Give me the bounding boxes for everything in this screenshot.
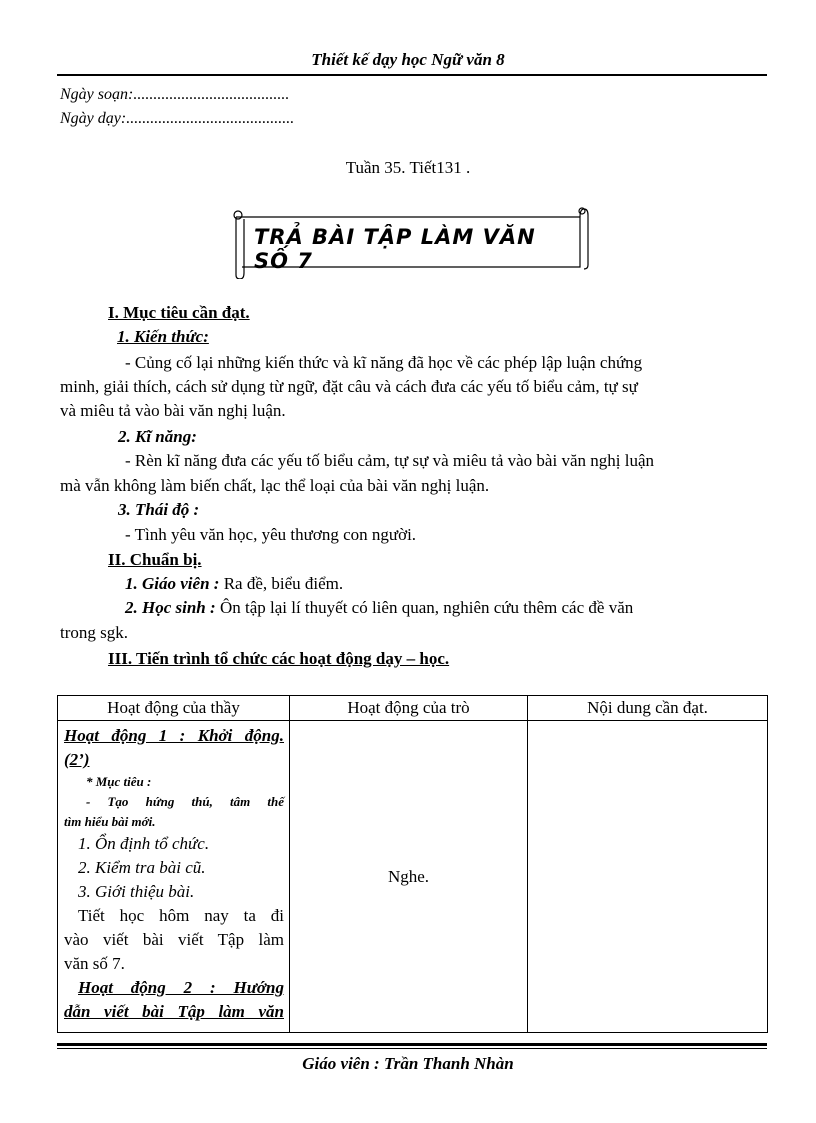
banner-title: TRẢ BÀI TẬP LÀM VĂN SỐ 7: [254, 225, 536, 273]
header-content: Nội dung cần đạt.: [528, 696, 768, 721]
header-teacher: Hoạt động của thầy: [58, 696, 290, 721]
hd2-line1: Hoạt động 2 : Hướng: [78, 978, 284, 997]
section1-heading: I. Mục tiêu cần đạt.: [108, 303, 250, 322]
footer-teacher: Giáo viên : Trần Thanh Nhàn: [302, 1054, 514, 1073]
header-rule: [57, 74, 767, 76]
page-header-title: Thiết kế dạy học Ngữ văn 8: [311, 50, 505, 69]
thai-do-label: 3. Thái độ :: [118, 500, 200, 519]
kien-thuc-label: 1. Kiến thức:: [117, 327, 209, 346]
kien-thuc-line2: minh, giải thích, cách sử dụng từ ngữ, đặt câu và cách đưa các yếu tố biểu cảm, tự sự: [60, 377, 638, 396]
ki-nang-label: 2. Kĩ năng:: [118, 427, 197, 446]
lesson-plan-table: [57, 695, 768, 1033]
kien-thuc-line1: - Củng cố lại những kiến thức và kĩ năng đã học về các phép lập luận chứng: [125, 353, 643, 372]
giao-vien-label: 1. Giáo viên :: [125, 574, 220, 593]
table-header-row: [58, 696, 768, 721]
ngay-soan: Ngày soạn:.......................................: [60, 86, 290, 103]
hoc-sinh-label: 2. Học sinh :: [125, 598, 216, 617]
giao-vien-line: [125, 573, 343, 595]
teacher-activity-cell: [58, 721, 290, 1033]
intro-line2: vào viết bài viết Tập làm: [64, 930, 284, 949]
footer-rule-thin: [57, 1048, 767, 1049]
ki-nang-line1: - Rèn kĩ năng đưa các yếu tố biểu cảm, tự sự và miêu tả vào bài văn nghị luận: [125, 451, 654, 470]
hd2-line2: dẫn viết bài Tập làm văn: [64, 1002, 284, 1021]
ki-nang-line2: mà vẫn không làm biến chất, lạc thể loại của bài văn nghị luận.: [60, 476, 490, 495]
header-student: Hoạt động của trò: [290, 696, 528, 721]
section3-heading: III. Tiến trình tổ chức các hoạt động dạy – học.: [108, 649, 450, 668]
intro-line1: Tiết học hôm nay ta đi: [78, 906, 284, 925]
week-line: Tuần 35. Tiết131 .: [345, 158, 471, 177]
step-2: 2. Kiểm tra bài cũ.: [78, 858, 206, 877]
section2-heading: II. Chuẩn bị.: [108, 550, 202, 569]
step-1: 1. Ổn định tổ chức.: [78, 834, 210, 853]
kien-thuc-line3: và miêu tả vào bài văn nghị luận.: [60, 401, 286, 420]
content-cell: [528, 721, 768, 1033]
hoc-sinh-text: Ôn tập lại lí thuyết có liên quan, nghiên cứu thêm các đề văn: [215, 598, 634, 617]
muc-tieu-line1: - Tạo hứng thú, tâm thế: [86, 794, 284, 809]
muc-tieu-line2: tìm hiểu bài mới.: [64, 814, 156, 829]
student-activity-text: Nghe.: [387, 866, 430, 886]
hd1-line1: Hoạt động 1 : Khởi động.: [64, 726, 284, 745]
student-activity-cell: [290, 721, 528, 1033]
ngay-day: Ngày dạy:..........................................: [60, 110, 295, 127]
hoc-sinh-line: [125, 597, 633, 619]
title-banner: [228, 207, 590, 279]
hoc-sinh-text2: trong sgk.: [60, 623, 128, 642]
intro-line3: văn số 7.: [64, 954, 125, 973]
muc-tieu-label: * Mục tiêu :: [86, 774, 152, 789]
footer-rule-thick: [57, 1043, 767, 1046]
thai-do-line1: - Tình yêu văn học, yêu thương con người.: [125, 525, 417, 544]
step-3: 3. Giới thiệu bài.: [78, 882, 195, 901]
table-row: [58, 721, 768, 1033]
giao-vien-text: Ra đề, biểu điểm.: [219, 574, 344, 593]
hd1-line2: (2’): [64, 750, 90, 769]
